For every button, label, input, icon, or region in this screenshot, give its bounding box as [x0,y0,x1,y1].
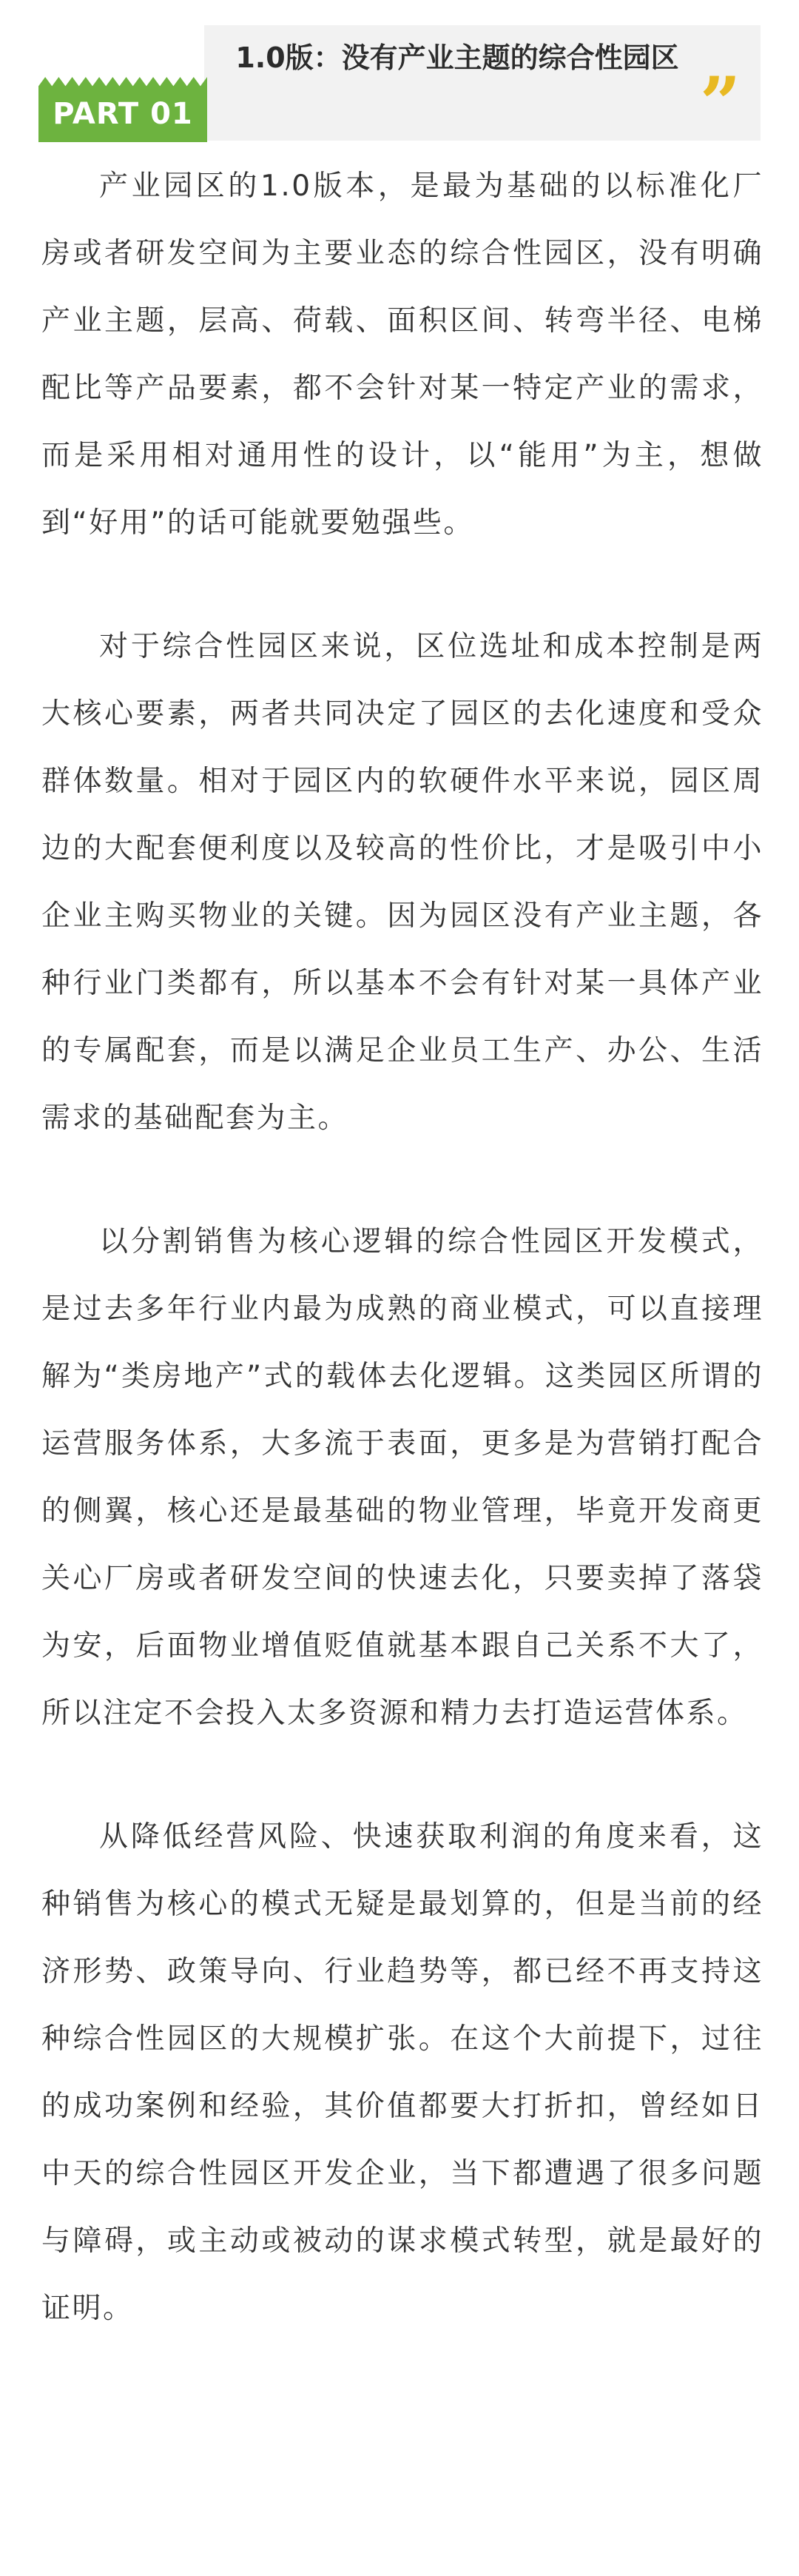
paragraph-2: 对于综合性园区来说，区位选址和成本控制是两大核心要素，两者共同决定了园区的去化速度和受众群体数量。相对于园区内的软硬件水平来说，园区周边的大配套便利度以及较高的性价比，才是吸引中小企业主购买物业的关键。因为园区没有产业主题，各种行业门类都有，所以基本不会有针对某一具体产业的专属配套，而是以满足企业员工生产、办公、生活需求的基础配套为主。 [41,630,763,1135]
article-body [41,152,763,2398]
part-label: PART 01 [53,97,193,131]
paragraph-3: 以分割销售为核心逻辑的综合性园区开发模式，是过去多年行业内最为成熟的商业模式，可以直接理解为“类房地产”式的载体去化逻辑。这类园区所谓的运营服务体系，大多流于表面，更多是为营销打配合的侧翼，核心还是最基础的物业管理，毕竟开发商更关心厂房或者研发空间的快速去化，只要卖掉了落袋为安，后面物业增值贬值就基本跟自己关系不大了，所以注定不会投入太多资源和精力去打造运营体系。 [41,1225,763,1730]
paragraph-1: 产业园区的1.0版本，是最为基础的以标准化厂房或者研发空间为主要业态的综合性园区，没有明确产业主题，层高、荷载、面积区间、转弯半径、电梯配比等产品要素，都不会针对某一特定产业的需求，而是采用相对通用性的设计，以“能用”为主，想做到“好用”的话可能就要勉强些。 [41,170,763,540]
section-title: 1.0版：没有产业主题的综合性园区 [235,41,679,74]
paragraph-4: 从降低经营风险、快速获取利润的角度来看，这种销售为核心的模式无疑是最划算的，但是当前的经济形势、政策导向、行业趋势等，都已经不再支持这种综合性园区的大规模扩张。在这个大前提下，过往的成功案例和经验，其价值都要大打折扣，曾经如日中天的综合性园区开发企业，当下都遭遇了很多问题与障碍，或主动或被动的谋求模式转型，就是最好的证明。 [41,1820,763,2325]
quote-icon: ” [700,68,741,113]
section-header [38,25,761,141]
